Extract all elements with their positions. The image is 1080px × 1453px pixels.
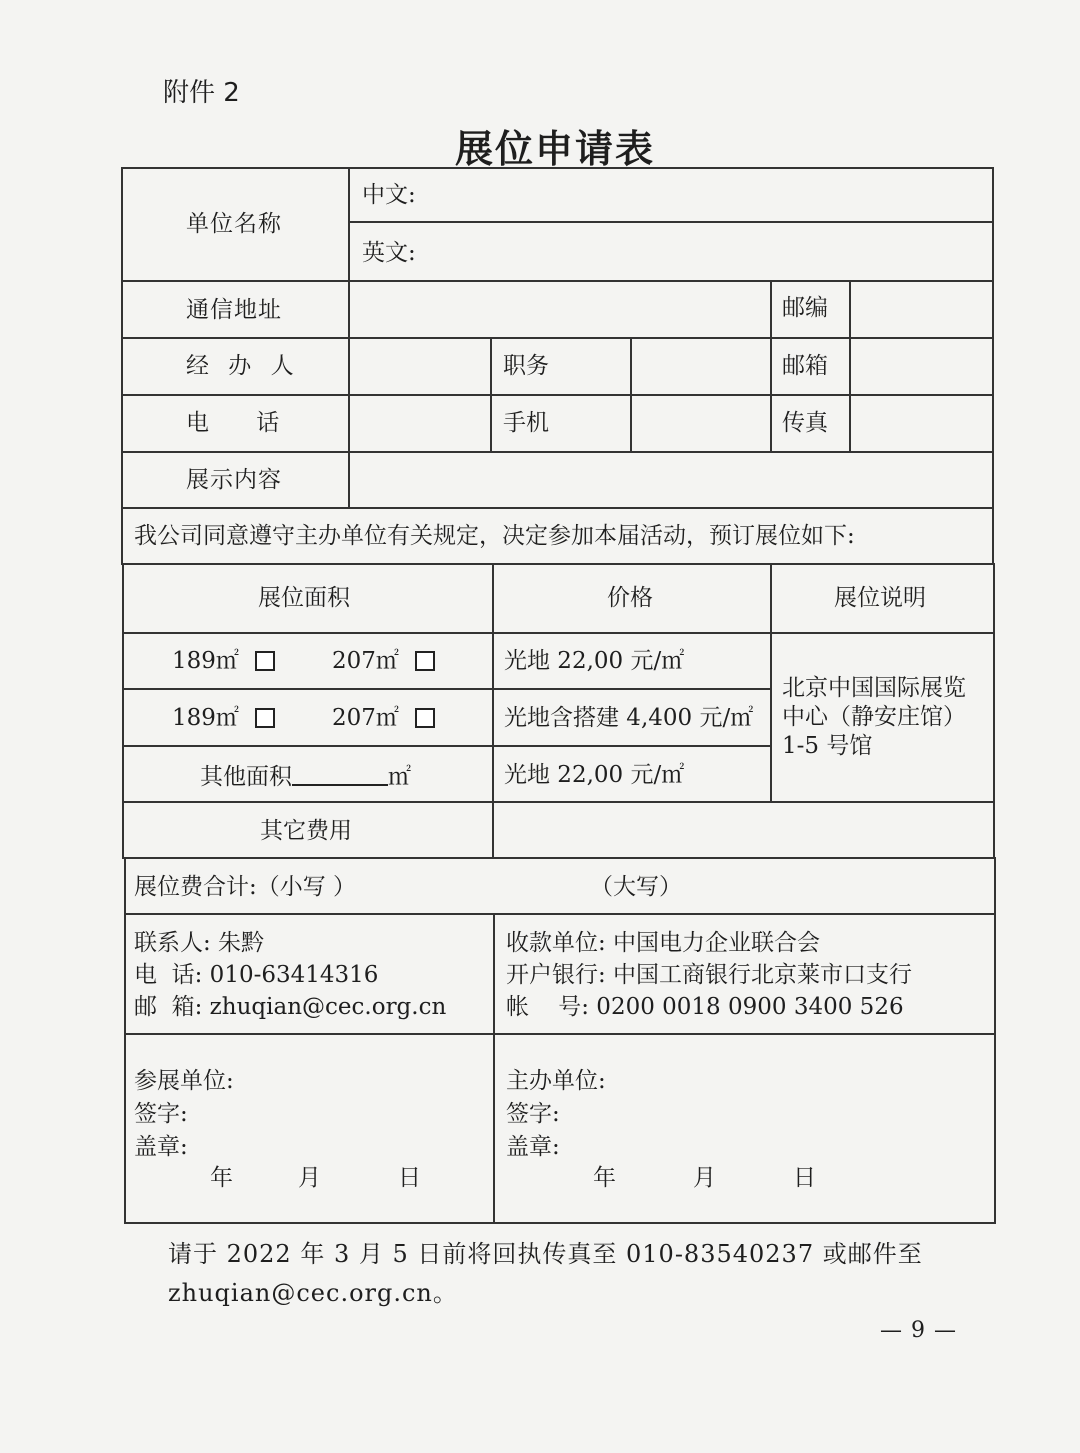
table-row bbox=[332, 650, 435, 673]
booth-desc-line3: 1-5 号馆 bbox=[782, 733, 873, 759]
header-booth-desc: 展位说明 bbox=[834, 585, 926, 611]
exhibitor-day: 日 bbox=[398, 1165, 421, 1191]
price-other: 光地 22,00 元/㎡ bbox=[504, 762, 685, 788]
page-number: — 9 — bbox=[880, 1318, 957, 1343]
org-name-en-field[interactable]: 英文: bbox=[362, 240, 416, 266]
price-bare: 光地 22,00 元/㎡ bbox=[504, 648, 685, 674]
checkbox-189-built[interactable] bbox=[255, 708, 275, 728]
organizer-year: 年 bbox=[593, 1165, 616, 1191]
checkbox-207-bare[interactable] bbox=[415, 651, 435, 671]
exhibitor-month: 月 bbox=[298, 1165, 321, 1191]
address-label: 通信地址 bbox=[186, 297, 282, 323]
payee-bank: 开户银行: 中国工商银行北京莱市口支行 bbox=[506, 962, 913, 988]
attachment-label: 附件 2 bbox=[163, 78, 240, 108]
page-title: 展位申请表 bbox=[454, 126, 655, 171]
booth-desc-line1: 北京中国国际展览 bbox=[782, 675, 966, 701]
other-area-unit: ㎡ bbox=[388, 764, 411, 790]
postcode-label: 邮编 bbox=[782, 295, 828, 321]
fax-label: 传真 bbox=[782, 410, 828, 436]
total-upper-label: （大写） bbox=[590, 874, 682, 900]
other-area-row bbox=[200, 764, 411, 789]
table-row bbox=[172, 707, 275, 730]
payee-unit: 收款单位: 中国电力企业联合会 bbox=[506, 930, 821, 956]
area-option-207: 207㎡ bbox=[332, 648, 399, 674]
other-area-input[interactable] bbox=[292, 764, 388, 786]
footer-note-line1: 请于 2022 年 3 月 5 日前将回执传真至 010-83540237 或邮件至 bbox=[168, 1240, 923, 1268]
agreement-text: 我公司同意遵守主办单位有关规定，决定参加本届活动，预订展位如下: bbox=[134, 523, 855, 549]
header-booth-area: 展位面积 bbox=[258, 585, 350, 611]
organizer-unit-label: 主办单位: bbox=[506, 1068, 606, 1094]
contact-person: 联系人: 朱黔 bbox=[134, 930, 265, 956]
total-lower-label: 展位费合计:（小写 ） bbox=[134, 874, 357, 900]
phone-label: 电 话 bbox=[186, 410, 280, 436]
other-fees-label: 其它费用 bbox=[260, 818, 352, 844]
exhibit-content-label: 展示内容 bbox=[186, 467, 282, 493]
org-name-cn-field[interactable]: 中文: bbox=[362, 182, 416, 208]
area-option-189: 189㎡ bbox=[172, 648, 239, 674]
price-built: 光地含搭建 4,400 元/㎡ bbox=[504, 705, 754, 731]
area-option-207: 207㎡ bbox=[332, 705, 399, 731]
contact-phone: 电 话: 010-63414316 bbox=[134, 962, 379, 988]
area-option-189: 189㎡ bbox=[172, 705, 239, 731]
exhibitor-seal-label: 盖章: bbox=[134, 1134, 188, 1160]
organizer-month: 月 bbox=[693, 1165, 716, 1191]
mobile-label: 手机 bbox=[503, 410, 549, 436]
org-name-label: 单位名称 bbox=[186, 211, 282, 237]
checkbox-189-bare[interactable] bbox=[255, 651, 275, 671]
contact-email: 邮 箱: zhuqian@cec.org.cn bbox=[134, 994, 447, 1020]
booth-desc-line2: 中心（静安庄馆） bbox=[782, 704, 966, 730]
organizer-sign-label: 签字: bbox=[506, 1101, 560, 1127]
organizer-day: 日 bbox=[793, 1165, 816, 1191]
footer-note-line2: zhuqian@cec.org.cn。 bbox=[168, 1279, 458, 1307]
email-label: 邮箱 bbox=[782, 353, 828, 379]
header-price: 价格 bbox=[607, 585, 653, 611]
exhibitor-year: 年 bbox=[210, 1165, 233, 1191]
checkbox-207-built[interactable] bbox=[415, 708, 435, 728]
payee-account: 帐 号: 0200 0018 0900 3400 526 bbox=[506, 994, 904, 1020]
exhibitor-sign-label: 签字: bbox=[134, 1101, 188, 1127]
table-row bbox=[172, 650, 275, 673]
handler-label: 经 办 人 bbox=[186, 353, 300, 379]
other-area-label: 其他面积 bbox=[200, 764, 292, 790]
job-title-label: 职务 bbox=[503, 353, 549, 379]
exhibitor-unit-label: 参展单位: bbox=[134, 1068, 234, 1094]
organizer-seal-label: 盖章: bbox=[506, 1134, 560, 1160]
table-row bbox=[332, 707, 435, 730]
